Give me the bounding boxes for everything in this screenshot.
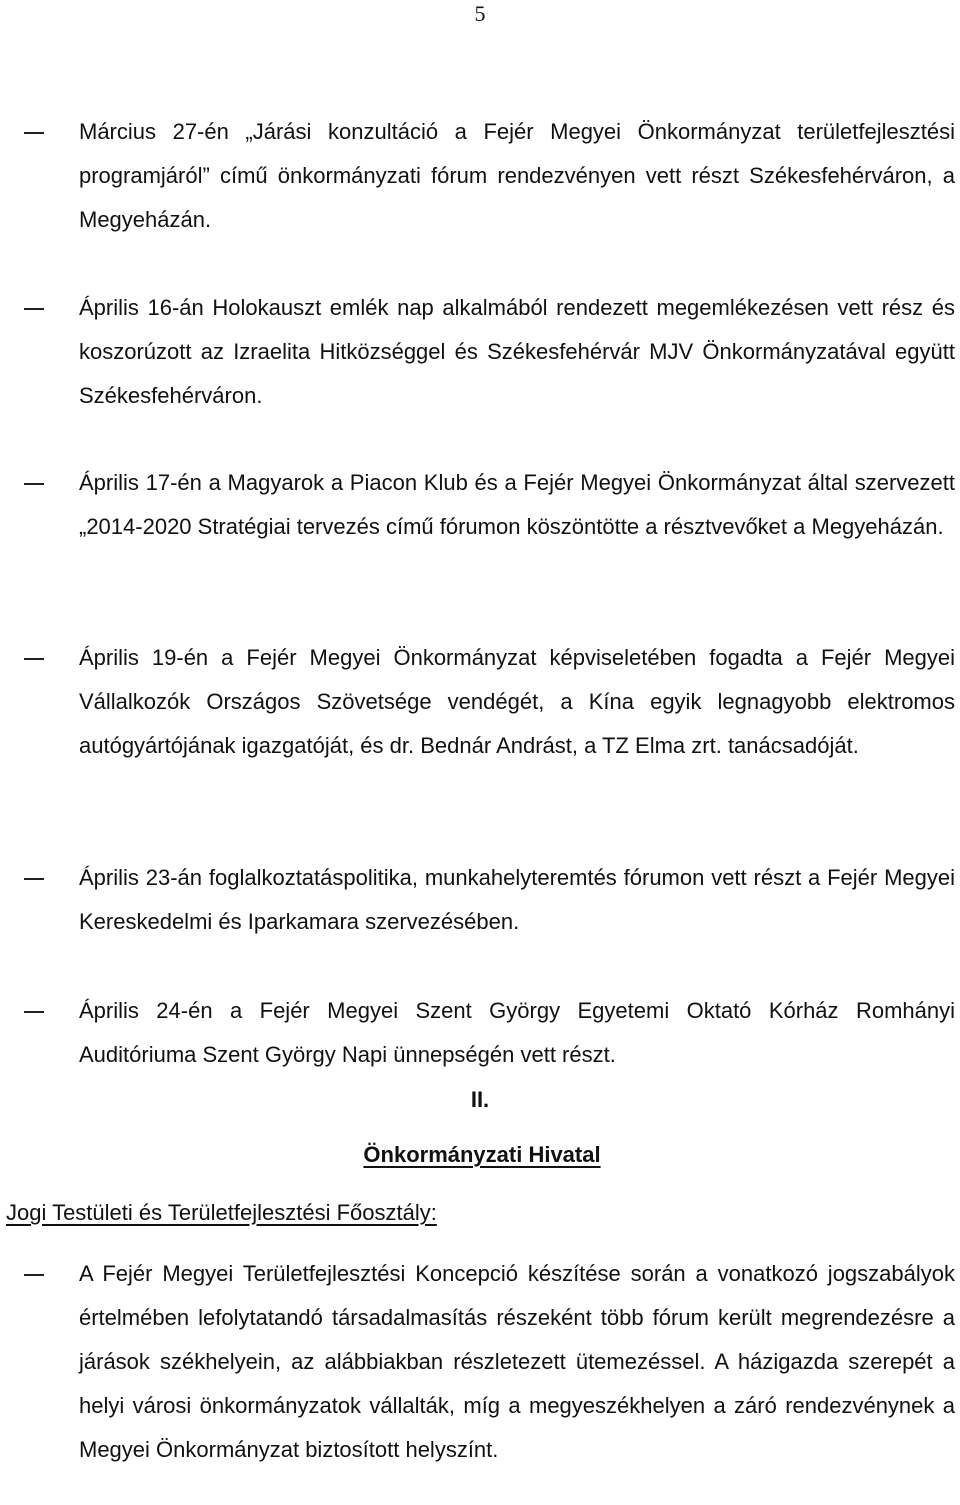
section-title [0,1141,960,1169]
list-item-text: A Fejér Megyei Területfejlesztési Koncepció készítése során a vonatkozó jogszabályok értelmében lefolytatandó társadalmasítás részeként több fórum került megrendezésre a járások székhelyein, az alábbiakban részletezett ütemezéssel. A házigazda szerepét a helyi városi önkormányzatok vállalták, míg a megyeszékhelyen a záró rendezvénynek a Megyei Önkormányzat biztosított helyszínt. [79,1261,955,1462]
dash-bullet [24,1011,44,1013]
list-item-text: Április 19-én a Fejér Megyei Önkormányzat képviseletében fogadta a Fejér Megyei Vállalkozók Országos Szövetsége vendégét, a Kína egyik legnagyobb elektromos autógyártójának igazgatóját, és dr. Bednár Andrást, a TZ Elma zrt. tanácsadóját. [79,645,955,758]
dash-bullet [24,308,44,310]
dash-bullet [24,483,44,485]
list-item-text: Április 24-én a Fejér Megyei Szent György Egyetemi Oktató Kórház Romhányi Auditóriuma Szent György Napi ünnepségén vett részt. [79,998,955,1067]
list-item-text: Április 17-én a Magyarok a Piacon Klub és a Fejér Megyei Önkormányzat által szervezett „2014-2020 Stratégiai tervezés című fórumon köszöntötte a résztvevőket a Megyeházán. [79,470,955,539]
section-number: II. [470,1087,490,1112]
dash-bullet [24,878,44,880]
list-item-text: Április 16-án Holokauszt emlék nap alkalmából rendezett megemlékezésen vett rész és koszorúzott az Izraelita Hitközséggel és Székesfehérvár MJV Önkormányzatával együtt Székesfehérváron. [79,295,955,408]
dash-bullet [24,1274,44,1276]
subsection-heading: Jogi Testületi és Területfejlesztési Főosztály: [6,1200,437,1225]
section-title-text: Önkormányzati Hivatal [363,1142,601,1167]
dash-bullet [24,132,44,134]
list-item-text: Április 23-án foglalkoztatáspolitika, munkahelyteremtés fórumon vett részt a Fejér Megyei Kereskedelmi és Iparkamara szervezésében. [79,865,955,934]
dash-bullet [24,658,44,660]
list-item-text: Március 27-én „Járási konzultáció a Fejér Megyei Önkormányzat területfejlesztési programjáról” című önkormányzati fórum rendezvényen vett részt Székesfehérváron, a Megyeházán. [79,119,955,232]
page-number: 5 [474,1,486,26]
